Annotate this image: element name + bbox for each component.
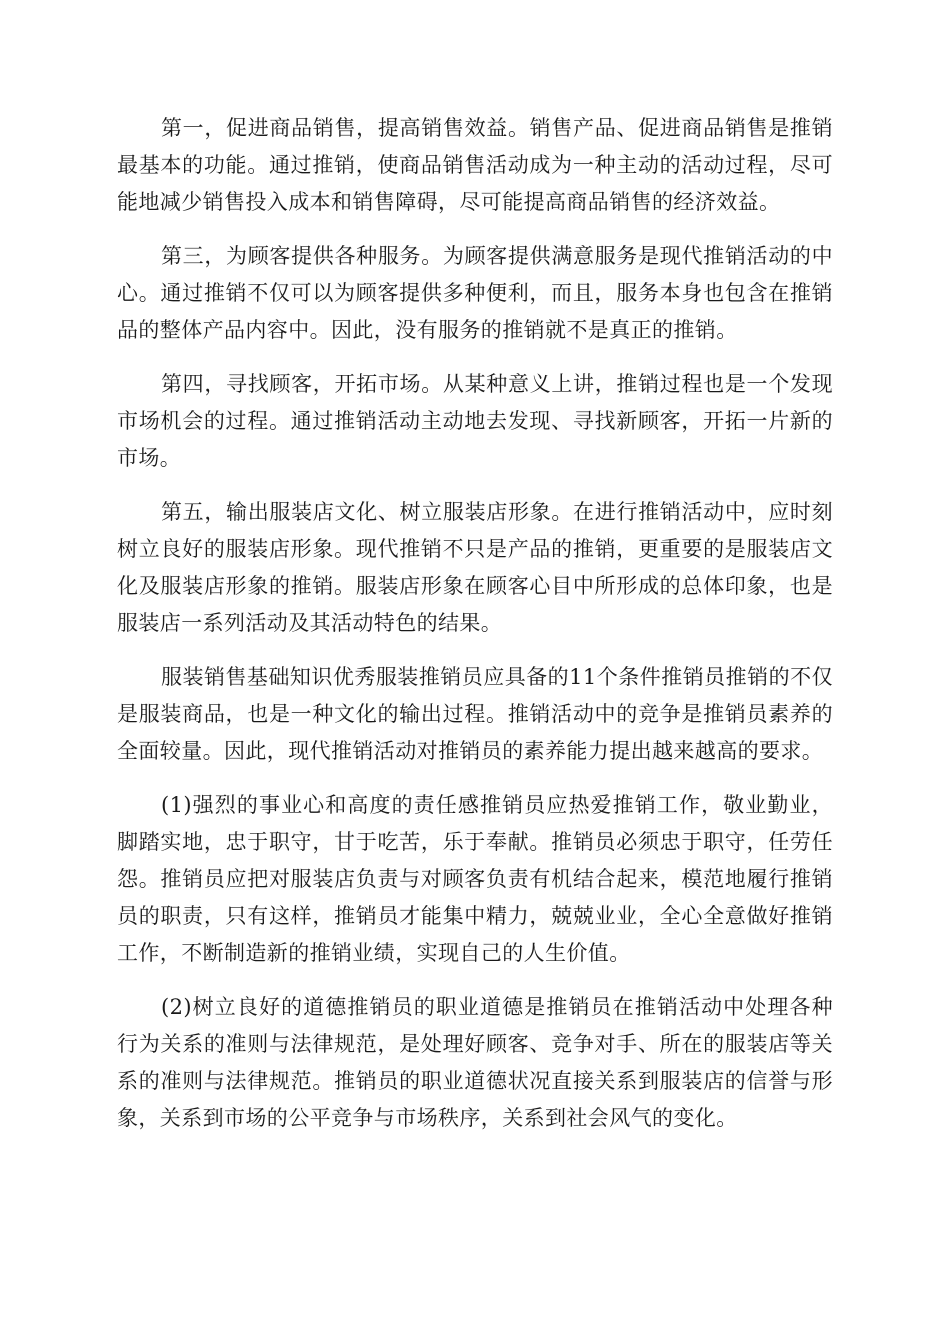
paragraph-3: 第四，寻找顾客，开拓市场。从某种意义上讲，推销过程也是一个发现市场机会的过程。通过推销活动主动地去发现、寻找新顾客，开拓一片新的市场。 xyxy=(117,372,833,470)
paragraph-6: (1)强烈的事业心和高度的责任感推销员应热爱推销工作，敬业勤业，脚踏实地，忠于职守，甘于吃苦，乐于奉献。推销员必须忠于职守，任劳任怨。推销员应把对服装店负责与对顾客负责有机结合起来，模范地履行推销员的职责，只有这样，推销员才能集中精力，兢兢业业，全心全意做好推销工作，不断制造新的推销业绩，实现自己的人生价值。 xyxy=(117,793,833,965)
paragraph-4: 第五，输出服装店文化、树立服装店形象。在进行推销活动中，应时刻树立良好的服装店形象。现代推销不只是产品的推销，更重要的是服装店文化及服装店形象的推销。服装店形象在顾客心目中所形成的总体印象，也是服装店一系列活动及其活动特色的结果。 xyxy=(117,500,833,635)
paragraph-7: (2)树立良好的道德推销员的职业道德是推销员在推销活动中处理各种行为关系的准则与法律规范，是处理好顾客、竞争对手、所在的服装店等关系的准则与法律规范。推销员的职业道德状况直接关系到服装店的信誉与形象，关系到市场的公平竞争与市场秩序，关系到社会风气的变化。 xyxy=(117,995,833,1130)
paragraph-1: 第一，促进商品销售，提高销售效益。销售产品、促进商品销售是推销最基本的功能。通过推销，使商品销售活动成为一种主动的活动过程，尽可能地减少销售投入成本和销售障碍，尽可能提高商品销售的经济效益。 xyxy=(117,116,833,214)
document-body xyxy=(117,110,833,1154)
paragraph-5: 服装销售基础知识优秀服装推销员应具备的11个条件推销员推销的不仅是服装商品，也是一种文化的输出过程。推销活动中的竞争是推销员素养的全面较量。因此，现代推销活动对推销员的素养能力提出越来越高的要求。 xyxy=(117,665,833,763)
paragraph-2: 第三，为顾客提供各种服务。为顾客提供满意服务是现代推销活动的中心。通过推销不仅可以为顾客提供多种便利，而且，服务本身也包含在推销品的整体产品内容中。因此，没有服务的推销就不是真正的推销。 xyxy=(117,244,833,342)
